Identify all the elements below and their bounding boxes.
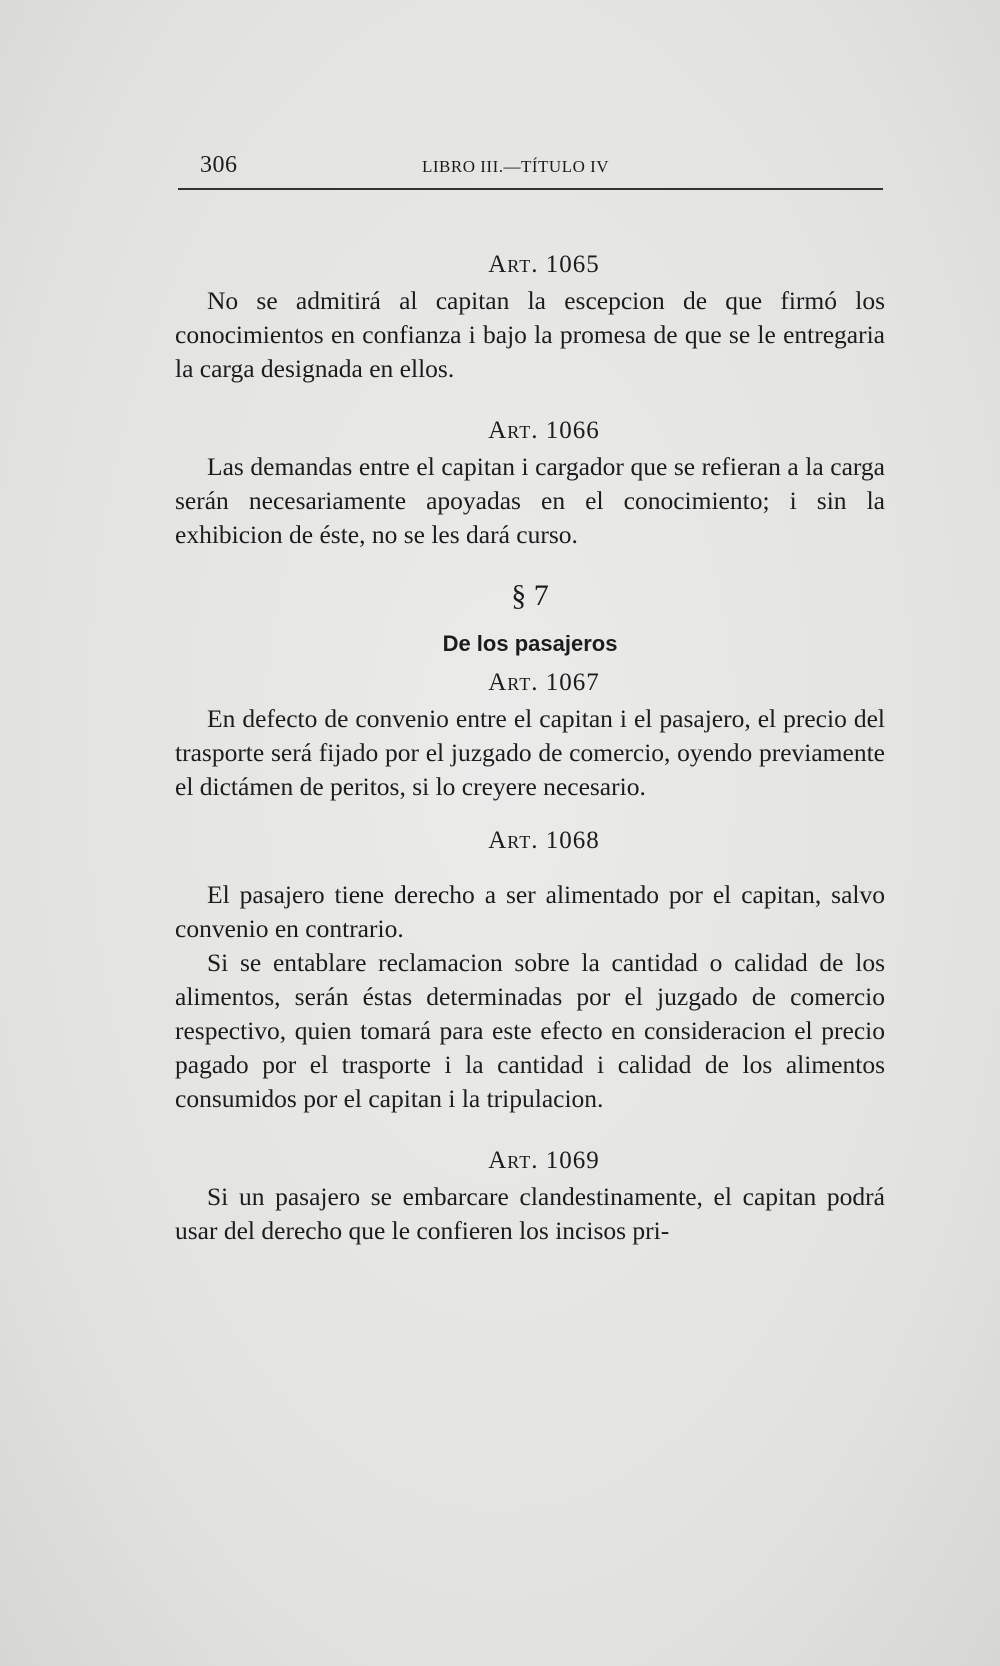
section-mark: § 7 xyxy=(511,579,549,612)
article-1068-paragraph-1: El pasajero tiene derecho a ser alimentado por el capitan, salvo convenio en contrario. xyxy=(175,880,885,943)
running-head: LIBRO III.—TÍTULO IV xyxy=(422,157,610,176)
body-text xyxy=(175,246,885,1248)
article-heading-1067: Art. 1067 xyxy=(488,669,600,696)
section-title: De los pasajeros xyxy=(442,631,618,656)
article-heading-1066: Art. 1066 xyxy=(488,417,600,444)
article-heading-1069: Art. 1069 xyxy=(488,1147,600,1174)
spacer xyxy=(175,804,885,822)
spacer xyxy=(175,860,885,878)
article-1066-paragraph: Las demandas entre el capitan i cargador que se refieran a la carga serán necesariamente apoyadas en el conocimiento; i sin la exhibicion de éste, no se les dará curso. xyxy=(175,452,885,549)
article-heading-1068: Art. 1068 xyxy=(488,827,600,854)
article-1069-paragraph: Si un pasajero se embarcare clandestinamente, el capitan podrá usar del derecho que le confieren los incisos pri- xyxy=(175,1182,885,1245)
page-header xyxy=(200,152,880,182)
header-rule xyxy=(178,188,883,190)
article-heading-1065: Art. 1065 xyxy=(488,251,600,278)
article-1067-paragraph: En defecto de convenio entre el capitan i el pasajero, el precio del trasporte será fijado por el juzgado de comercio, oyendo previamente el dictámen de peritos, si lo creyere necesario. xyxy=(175,704,885,801)
page-number: 306 xyxy=(200,152,238,178)
spacer xyxy=(175,386,885,412)
article-1068-paragraph-2: Si se entablare reclamacion sobre la cantidad o calidad de los alimentos, serán éstas determinadas por el juzgado de comercio respectivo, quien tomará para este efecto en consideracion el precio pagado por el trasporte i la cantidad i calidad de los alimentos consumidos por el capitan i la tripulacion. xyxy=(175,948,885,1113)
spacer xyxy=(175,1116,885,1142)
article-1065-paragraph: No se admitirá al capitan la escepcion de que firmó los conocimientos en confianza i bajo la promesa de que se le entregaria la carga designada en ellos. xyxy=(175,286,885,383)
